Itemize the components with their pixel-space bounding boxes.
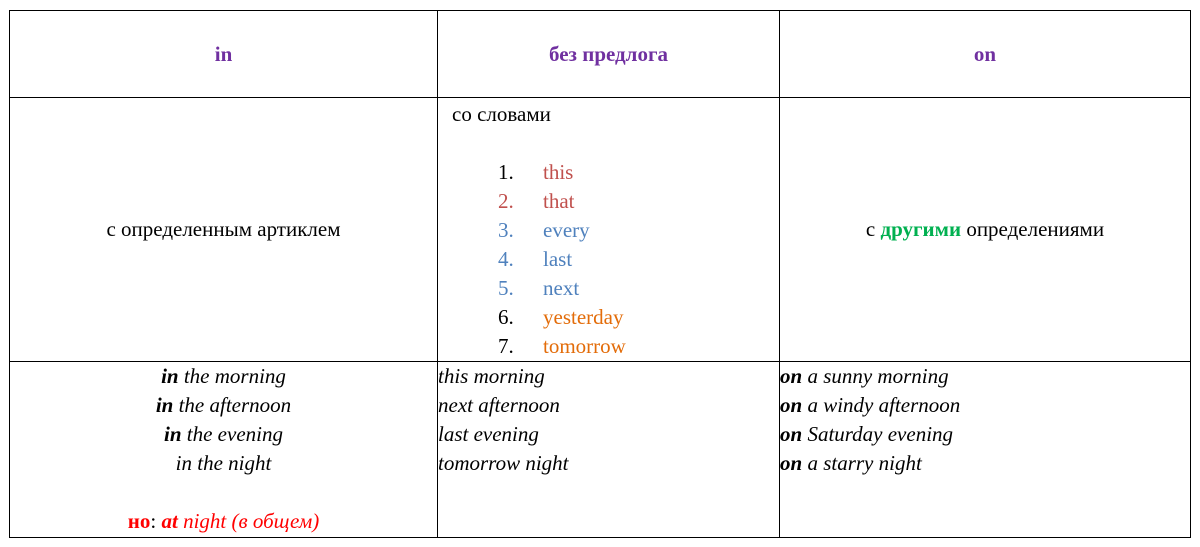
in-rule-text: с определенным артиклем xyxy=(106,217,341,241)
example-line: this morning xyxy=(438,364,545,388)
preposition-table xyxy=(9,10,1191,538)
list-item: 3. every xyxy=(498,218,590,242)
examples-row xyxy=(10,362,1191,538)
on-examples-cell xyxy=(780,362,1191,538)
header-on: on xyxy=(780,11,1191,98)
on-rule-cell: с другими определениями xyxy=(780,98,1191,362)
list-item: 2. that xyxy=(498,189,575,213)
header-row xyxy=(10,11,1191,98)
exception-note: но: at night (в общем) xyxy=(127,509,320,533)
highlighted-word: другими xyxy=(880,217,962,241)
list-item: 1. this xyxy=(498,160,574,184)
example-line: tomorrow night xyxy=(438,451,569,475)
header-no-preposition: без предлога xyxy=(438,11,780,98)
example-line: on a windy afternoon xyxy=(780,393,961,417)
words-list xyxy=(438,158,779,361)
rule-row xyxy=(10,98,1191,362)
list-item: 6. yesterday xyxy=(498,305,624,329)
example-line: on a starry night xyxy=(780,451,922,475)
header-in: in xyxy=(10,11,438,98)
example-line: on a sunny morning xyxy=(780,364,949,388)
words-intro: со словами xyxy=(452,102,551,126)
example-line: in the morning xyxy=(161,364,286,388)
list-item: 4. last xyxy=(498,247,573,271)
list-item: 5. next xyxy=(498,276,580,300)
in-examples-cell xyxy=(10,362,438,538)
example-line: in the night xyxy=(175,451,272,475)
no-preposition-examples-cell xyxy=(438,362,780,538)
list-item: 7. tomorrow xyxy=(498,334,626,358)
example-line: in the afternoon xyxy=(155,393,292,417)
example-line: next afternoon xyxy=(438,393,560,417)
no-preposition-rule-cell xyxy=(438,98,780,362)
example-line: last evening xyxy=(438,422,539,446)
example-line: on Saturday evening xyxy=(780,422,954,446)
in-rule-cell xyxy=(10,98,438,362)
example-line: in the evening xyxy=(164,422,283,446)
